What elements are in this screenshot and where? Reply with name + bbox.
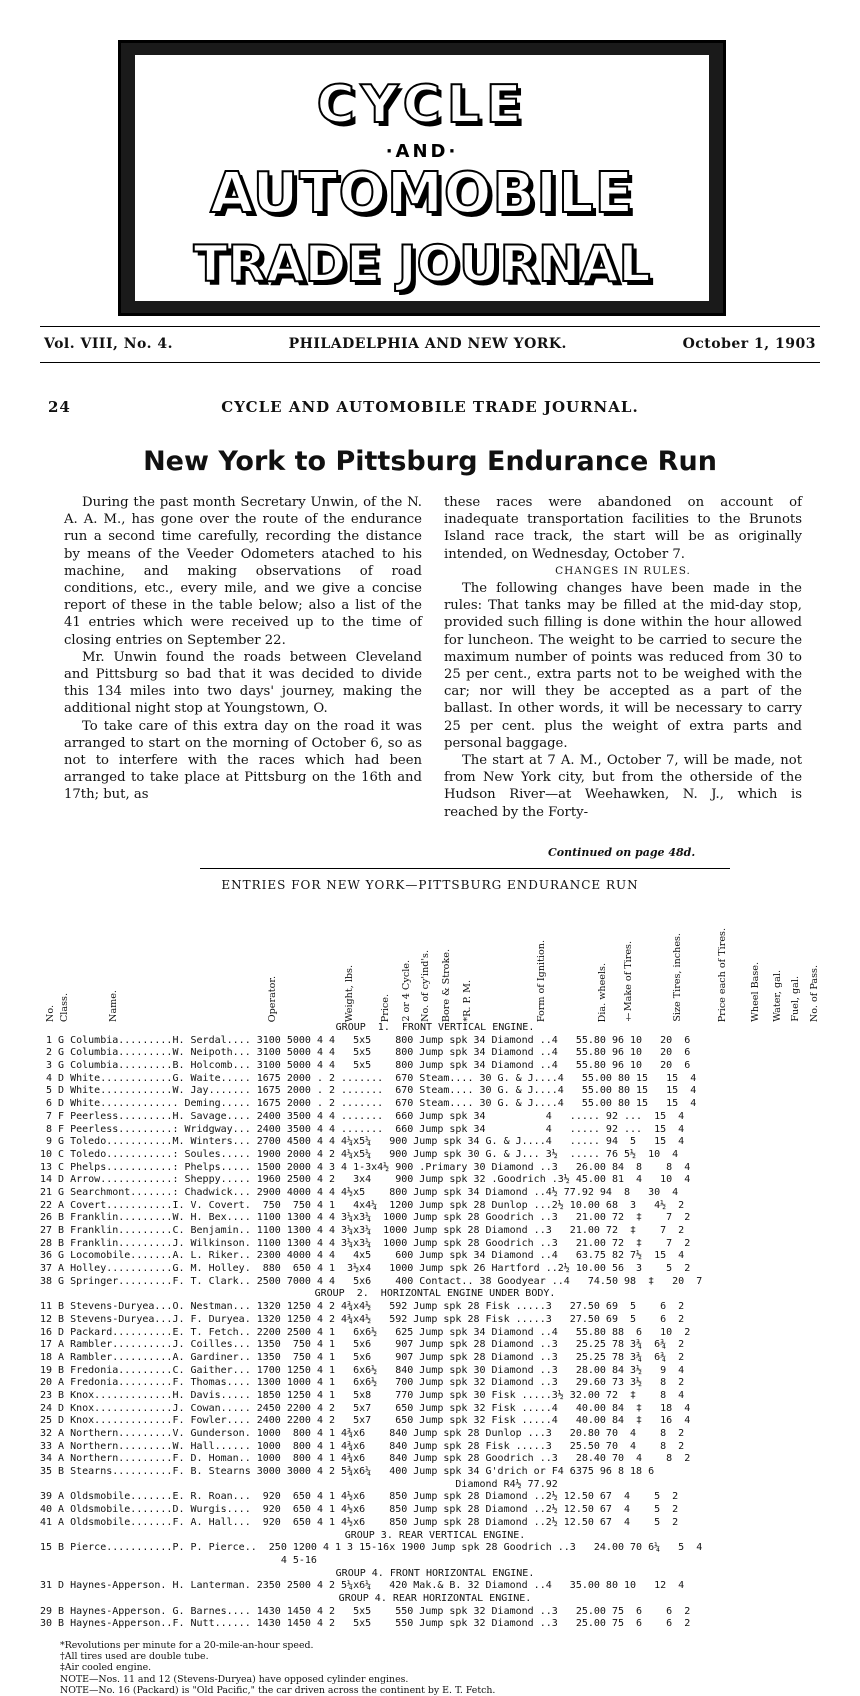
table-row: 6 D White............. Deming..... 1675 2000 . 2 ....... 670 Steam.... 30 G. & J....4 55.00 80 15 15 4	[40, 1098, 697, 1110]
table-row: 14 D Arrow............: Sheppy..... 1960 2500 4 2 3x4 900 Jump spk 32 .Goodrich .3½ 45.00 81 4 10 4	[40, 1174, 691, 1186]
table-row: 19 B Fredonia.........C. Gaither... 1700 1250 4 1 6x6½ 840 Jump spk 30 Diamond ..3 28.00 84 3½ 9 4	[40, 1364, 685, 1376]
paragraph: The start at 7 A. M., October 7, will be made, not from New York city, but from the otherside of the Hudson River—at Weehawken, N. J., which is reached by the Forty-	[444, 753, 802, 820]
rule-bottom	[40, 362, 820, 363]
table-row: 4 D White............G. Waite..... 1675 2000 . 2 ....... 670 Steam.... 30 G. & J....4 55.00 80 15 15 4	[40, 1072, 697, 1084]
column-header: *R. P. M.	[462, 980, 474, 1022]
table-row: 5 D White............W. Jay....... 1675 2000 . 2 ....... 670 Steam.... 30 G. & J....4 55.00 80 15 15 4	[40, 1085, 697, 1097]
table-title: ENTRIES FOR NEW YORK—PITTSBURG ENDURANCE RUN	[221, 878, 639, 892]
column-header: Operator.	[266, 975, 278, 1022]
column-header: Form of Ignition.	[535, 939, 547, 1022]
column-header: Water, gal.	[771, 970, 783, 1022]
masthead	[118, 40, 726, 316]
masthead-panel	[135, 55, 709, 301]
table-row: 34 A Northern.........F. D. Homan.. 1000 800 4 1 4¾x6 840 Jump spk 28 Goodrich ..3 28.40 70 4 8 2	[40, 1453, 691, 1465]
table-row: 24 D Knox.............J. Cowan..... 2450 2200 4 2 5x7 650 Jump spk 32 Fisk .....4 40.00 84 ‡ 18 4	[40, 1402, 691, 1414]
masthead-automobile: AUTOMOBILE	[210, 161, 634, 226]
table-row: 23 B Knox.............H. Davis..... 1850 1250 4 1 5x8 770 Jump spk 30 Fisk .....3½ 32.00 72 ‡ 8 4	[40, 1389, 685, 1401]
table-row: 10 C Toledo...........: Soules..... 1900 2000 4 2 4¼x5¼ 900 Jump spk 30 G. & J... 3½ ..... 76 5½ 10 4	[40, 1148, 679, 1160]
article-title: New York to Pittsburg Endurance Run	[143, 446, 717, 477]
column-header: Name.	[108, 990, 120, 1022]
table-row: 22 A Covert...........I. V. Covert. 750 750 4 1 4x4¼ 1200 Jump spk 28 Dunlop ...2½ 10.00 68 3 4½ 2	[40, 1199, 685, 1211]
table-row: 1 G Columbia.........H. Serdal.... 3100 5000 4 4 5x5 800 Jump spk 34 Diamond ..4 55.80 96 10 20 6	[40, 1034, 691, 1046]
footnote: †All tires used are double tube.	[60, 1651, 209, 1663]
table-row: 8 F Peerless.........: Wridgway... 2400 3500 4 4 ....... 660 Jump spk 34 4 ..... 92 ... 15 4	[40, 1123, 685, 1135]
table-row: 40 A Oldsmobile.......D. Wurgis.... 920 650 4 1 4½x6 850 Jump spk 28 Diamond ..2½ 12.50 67 4 5 2	[40, 1504, 679, 1516]
paragraph: During the past month Secretary Unwin, of the N. A. A. M., has gone over the route of the endurance run a second time carefully, recording the distance by means of the Veeder Odometers atached to his machine, and making observations of road conditions, etc., every mile, and we give a concise report of these in the table below; also a list of the 41 entries which were received up to the time of closing entries on September 22.	[64, 495, 422, 648]
page-number: 24	[48, 398, 71, 416]
continued-note: Continued on page 48d.	[548, 846, 696, 859]
paragraph: these races were abandoned on account of inadequate transportation facilities to the Brunots Island race track, the start will be as originally intended, on Wednesday, October 7.	[444, 495, 802, 562]
running-title: CYCLE AND AUTOMOBILE TRADE JOURNAL.	[221, 398, 639, 416]
column-header: Fuel, gal.	[790, 976, 802, 1022]
article-column-left	[64, 494, 422, 804]
table-row: 15 B Pierce...........P. P. Pierce.. 250 1200 4 1 3 15-16x 1900 Jump spk 28 Goodrich ..3 24.00 70 6¼ 5 4	[40, 1542, 703, 1554]
column-header: No. of cy'ind's.	[419, 950, 431, 1022]
article-column-right	[444, 494, 802, 821]
table-row: 11 B Stevens-Duryea...O. Nestman... 1320 1250 4 2 4¾x4½ 592 Jump spk 28 Fisk .....3 27.50 69 5 6 2	[40, 1301, 685, 1313]
table-row: 28 B Franklin.........J. Wilkinson. 1100 1300 4 4 3¼x3¼ 1000 Jump spk 28 Goodrich ..3 21.00 72 ‡ 7 2	[40, 1237, 691, 1249]
table-row: 27 B Franklin.........C. Benjamin.. 1100 1300 4 4 3¼x3¼ 1000 Jump spk 28 Diamond ..3 21.00 72 ‡ 7 2	[40, 1225, 685, 1236]
issue-date: October 1, 1903	[682, 336, 816, 352]
group-heading: GROUP 1. FRONT VERTICAL ENGINE.	[335, 1022, 535, 1033]
column-header: Price each of Tires.	[717, 927, 729, 1022]
table-row: 36 G Locomobile.......A. L. Riker.. 2300 4000 4 4 4x5 600 Jump spk 34 Diamond ..4 63.75 82 7½ 15 4	[40, 1250, 685, 1262]
column-header: Dia. wheels.	[596, 962, 608, 1022]
subhead: CHANGES IN RULES.	[555, 564, 691, 577]
paragraph: To take care of this extra day on the road it was arranged to start on the morning of October 6, so as not to interfere with the races which had been arranged to take place at Pittsburg on the 16th and 17th; but, as	[64, 718, 422, 803]
column-header: Bore & Stroke.	[441, 948, 453, 1022]
issue-place: PHILADELPHIA AND NEW YORK.	[288, 336, 567, 352]
footnote: NOTE—Nos. 11 and 12 (Stevens-Duryea) have opposed cylinder engines.	[60, 1673, 409, 1685]
table-row: 31 D Haynes-Apperson. H. Lanterman. 2350 2500 4 2 5¼x6¼ 420 Mak.& B. 32 Diamond ..4 35.00 80 10 12 4	[40, 1580, 685, 1592]
table-row: 18 A Rambler..........A. Gardiner.. 1350 750 4 1 5x6 907 Jump spk 28 Diamond ..3 25.25 78 3¾ 6¾ 2	[40, 1351, 685, 1363]
table-row: 2 G Columbia.........W. Neipoth... 3100 5000 4 4 5x5 800 Jump spk 34 Diamond ..4 55.80 96 10 20 6	[40, 1047, 691, 1059]
table-row: 38 G Springer.........F. T. Clark.. 2500 7000 4 4 5x6 400 Contact.. 38 Goodyear ..4 74.50 98 ‡ 20 7	[40, 1275, 703, 1287]
table-rule	[200, 868, 730, 869]
issue-line	[44, 336, 816, 352]
table-row: Diamond R4½ 77.92	[40, 1478, 558, 1490]
table-row: 4 5-16	[40, 1554, 317, 1566]
masthead-cycle: CYCLE	[316, 75, 528, 135]
group-heading: GROUP 3. REAR VERTICAL ENGINE.	[344, 1529, 526, 1541]
issue-volume: Vol. VIII, No. 4.	[44, 336, 173, 352]
table-row: 9 G Toledo...........M. Winters... 2700 4500 4 4 4¼x5¼ 900 Jump spk 34 G. & J....4 ..... 94 5 15 4	[40, 1136, 685, 1148]
masthead-trade-journal: TRADE JOURNAL	[193, 235, 651, 293]
table-row: 29 B Haynes-Apperson. G. Barnes.... 1430 1450 4 2 5x5 550 Jump spk 32 Diamond ..3 25.00 75 6 6 2	[40, 1605, 691, 1617]
column-header: Weight, lbs.	[344, 964, 356, 1022]
paragraph: The following changes have been made in the rules: That tanks may be filled at the mid-day stop, provided such filling is done within the hour allowed for luncheon. The weight to be carried to secure the maximum number of points was reduced from 30 to 25 per cent., extra parts not to be weighed with the car; nor will they be accepted as a part of the ballast. In other words, it will be necessary to carry 25 per cent. plus the weight of extra parts and personal baggage.	[444, 581, 802, 751]
column-header: Class.	[58, 992, 70, 1022]
table-row: 39 A Oldsmobile.......E. R. Roan... 920 650 4 1 4½x6 850 Jump spk 28 Diamond ..2½ 12.50 67 4 5 2	[40, 1491, 679, 1503]
group-heading: GROUP 4. FRONT HORIZONTAL ENGINE.	[335, 1567, 535, 1579]
column-header: 2 or 4 Cycle.	[401, 960, 413, 1022]
table-row: 25 D Knox.............F. Fowler.... 2400 2200 4 2 5x7 650 Jump spk 32 Fisk .....4 40.00 84 ‡ 16 4	[40, 1415, 691, 1427]
footnote: ‡Air cooled engine.	[60, 1662, 152, 1674]
table-row: 37 A Holley...........G. M. Holley. 880 650 4 1 3½x4 1000 Jump spk 26 Hartford ..2½ 10.00 56 3 5 2	[40, 1263, 691, 1275]
table-row: 21 G Searchmont.......: Chadwick... 2900 4000 4 4 4½x5 800 Jump spk 34 Diamond ..4½ 77.92 94 8 30 4	[40, 1186, 679, 1198]
table-row: 3 G Columbia.........B. Holcomb... 3100 5000 4 4 5x5 800 Jump spk 34 Diamond ..4 55.80 96 10 20 6	[40, 1060, 691, 1072]
table-row: 35 B Stearns..........F. B. Stearns 3000 3000 4 2 5¾x6¼ 400 Jump spk 34 G'drich or F4 6375 96 8 18 6	[40, 1466, 655, 1478]
group-heading: GROUP 4. REAR HORIZONTAL ENGINE.	[338, 1592, 532, 1604]
table-row: 30 B Haynes-Apperson..F. Nutt...... 1430 1450 4 2 5x5 550 Jump spk 32 Diamond ..3 25.00 75 6 6 2	[40, 1618, 691, 1630]
table-row: 33 A Northern.........W. Hall...... 1000 800 4 1 4¾x6 840 Jump spk 28 Fisk .....3 25.50 70 4 8 2	[40, 1440, 685, 1452]
masthead-and: ·AND·	[385, 141, 459, 162]
column-header: †Make of Tires.	[622, 940, 634, 1022]
table-row: 13 C Phelps...........: Phelps..... 1500 2000 4 3 4 1-3x4½ 900 .Primary 30 Diamond ..3 26.00 84 8 8 4	[40, 1161, 691, 1173]
column-header: Wheel Base.	[750, 962, 762, 1022]
table-row: 20 A Fredonia.........F. Thomas.... 1300 1000 4 1 6x6½ 700 Jump spk 32 Diamond ..3 29.60 73 3½ 8 2	[40, 1377, 685, 1389]
table-notes	[60, 1640, 820, 1696]
footnote: NOTE—No. 16 (Packard) is "Old Pacific," the car driven across the continent by E. T. Fetch.	[60, 1684, 496, 1696]
table-row: 26 B Franklin.........W. H. Bex.... 1100 1300 4 4 3¼x3¼ 1000 Jump spk 28 Goodrich ..3 21.00 72 ‡ 7 2	[40, 1212, 691, 1224]
rule-top	[40, 326, 820, 327]
column-header: Price.	[379, 993, 391, 1022]
entries-table	[40, 1022, 830, 1631]
table-row: 16 D Packard..........E. T. Fetch.. 2200 2500 4 1 6x6½ 625 Jump spk 34 Diamond ..4 55.80 88 6 10 2	[40, 1326, 691, 1338]
paragraph: Mr. Unwin found the roads between Cleveland and Pittsburg so bad that it was decided to divide this 134 miles into two days' journey, making the additional night stop at Youngstown, O.	[64, 649, 422, 717]
table-row: 17 A Rambler..........J. Coilles... 1350 750 4 1 5x6 907 Jump spk 28 Diamond ..3 25.25 78 3¾ 6¾ 2	[40, 1339, 685, 1351]
table-row: 41 A Oldsmobile.......F. A. Hall... 920 650 4 1 4½x6 850 Jump spk 28 Diamond ..2½ 12.50 67 4 5 2	[40, 1516, 679, 1528]
group-heading: GROUP 2. HORIZONTAL ENGINE UNDER BODY.	[314, 1288, 556, 1300]
footnote: *Revolutions per minute for a 20-mile-an-hour speed.	[60, 1640, 314, 1651]
column-header: No.	[44, 1004, 56, 1022]
table-header	[40, 902, 830, 1022]
table-row: 32 A Northern.........V. Gunderson. 1000 800 4 1 4¾x6 840 Jump spk 28 Dunlop ...3 20.80 70 4 8 2	[40, 1428, 685, 1439]
column-header: Size Tires, inches.	[672, 933, 684, 1022]
column-header: No. of Pass.	[809, 964, 821, 1022]
table-row: 12 B Stevens-Duryea...J. F. Duryea. 1320 1250 4 2 4¾x4½ 592 Jump spk 28 Fisk .....3 27.50 69 5 6 2	[40, 1313, 685, 1325]
table-row: 7 F Peerless.........H. Savage.... 2400 3500 4 4 ....... 660 Jump spk 34 4 ..... 92 ... 15 4	[40, 1110, 685, 1122]
